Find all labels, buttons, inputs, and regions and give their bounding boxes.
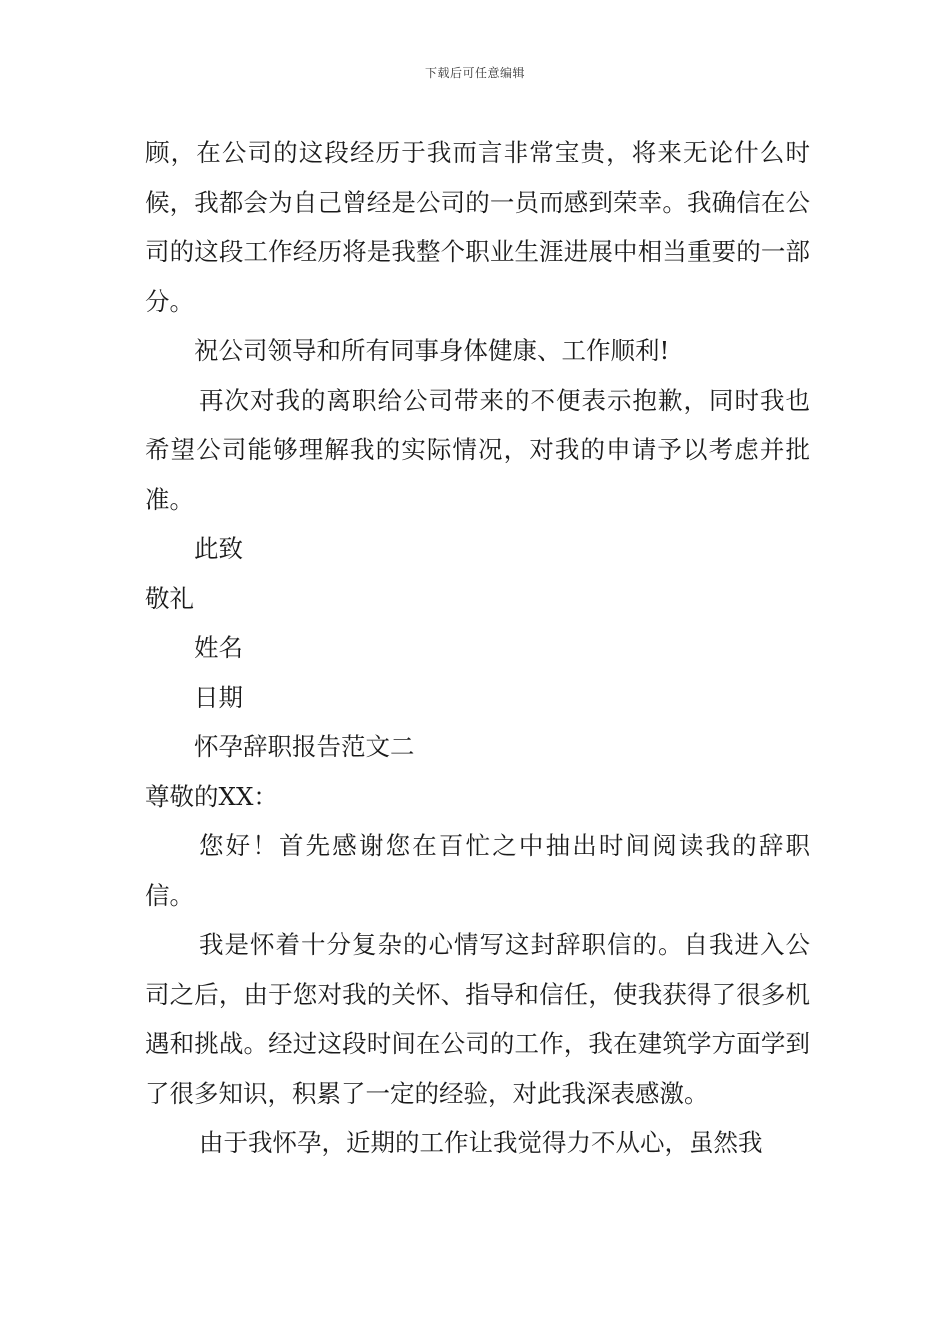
paragraph-continuation: 顾，在公司的这段经历于我而言非常宝贵，将来无论什么时候，我都会为自己曾经是公司的一员而感到荣幸。我确信在公司的这段工作经历将是我整个职业生涯进展中相当重要的一部分。 — [145, 138, 810, 316]
paragraph-apology: 再次对我的离职给公司带来的不便表示抱歉，同时我也希望公司能够理解我的实际情况，对我的申请予以考虑并批准。 — [145, 385, 810, 514]
document-body — [145, 128, 810, 1168]
closing-salutation: 此致 — [194, 534, 243, 563]
paragraph-wishes: 祝公司领导和所有同事身体健康、工作顺利! — [194, 336, 670, 365]
page-header: 下载后可任意编辑 — [424, 66, 525, 80]
letter-addressee: 尊敬的XX： — [145, 781, 278, 811]
paragraph-gratitude: 我是怀着十分复杂的心情写这封辞职信的。自我进入公司之后，由于您对我的关怀、指导和信任，使我获得了很多机遇和挑战。经过这段时间在公司的工作，我在建筑学方面学到了很多知识，积累了一定的经验，对此我深表感激。 — [145, 930, 810, 1108]
section-title: 怀孕辞职报告范文二 — [194, 732, 415, 761]
paragraph-greeting: 您好！首先感谢您在百忙之中抽出时间阅读我的辞职信。 — [145, 831, 810, 910]
closing-regards: 敬礼 — [145, 583, 194, 613]
signature-name: 姓名 — [194, 633, 243, 662]
paragraph-reason: 由于我怀孕，近期的工作让我觉得力不从心，虽然我 — [199, 1128, 763, 1157]
signature-date: 日期 — [194, 682, 243, 712]
